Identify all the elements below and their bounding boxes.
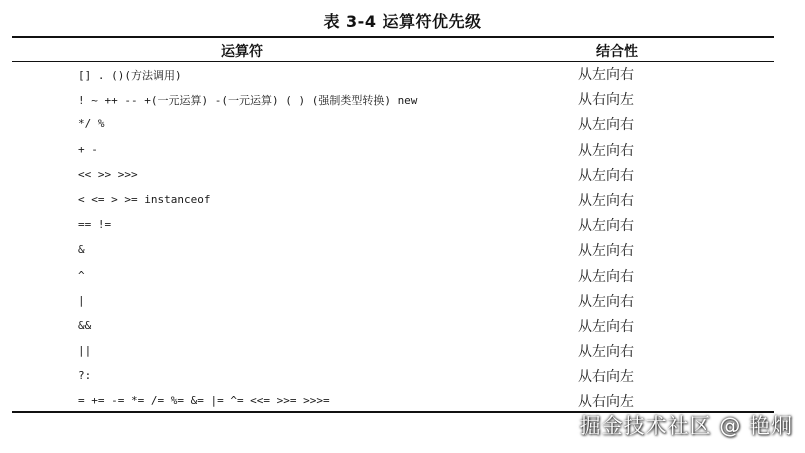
table-row xyxy=(12,364,774,389)
associativity-cell: 从左向右 xyxy=(578,293,634,310)
table-row xyxy=(12,314,774,339)
table-row xyxy=(12,339,774,364)
operator-cell: | xyxy=(78,293,85,307)
operator-cell: << >> >>> xyxy=(78,167,138,181)
associativity-cell: 从左向右 xyxy=(578,167,634,184)
associativity-cell: 从左向右 xyxy=(578,142,634,159)
operator-cell: || xyxy=(78,344,92,358)
table-row xyxy=(12,238,774,263)
watermark: 掘金技术社区 @ 艳炯 xyxy=(579,414,793,438)
operator-cell: ! ~ ++ -- +(一元运算) -(一元运算) ( ) (强制类型转换) new xyxy=(78,94,418,108)
associativity-cell: 从左向右 xyxy=(578,268,634,285)
associativity-cell: 从左向右 xyxy=(578,67,634,83)
operator-cell: */ % xyxy=(78,117,105,131)
operator-cell: [] . ()(方法调用) xyxy=(78,69,182,82)
associativity-cell: 从右向左 xyxy=(578,369,634,386)
table-body xyxy=(12,62,774,415)
associativity-cell: 从左向右 xyxy=(578,117,634,134)
table-row xyxy=(12,264,774,289)
table-header xyxy=(12,38,774,61)
table-row xyxy=(12,62,774,87)
associativity-cell: 从左向右 xyxy=(578,318,634,335)
operator-cell: == != xyxy=(78,218,112,232)
operator-cell: + - xyxy=(78,142,98,156)
operator-cell: ^ xyxy=(78,268,85,282)
table-caption: 表 3-4 运算符优先级 xyxy=(323,12,482,31)
table-row xyxy=(12,138,774,163)
operator-cell: & xyxy=(78,243,85,257)
associativity-cell: 从右向左 xyxy=(578,92,634,109)
table-row xyxy=(12,213,774,238)
associativity-cell: 从右向左 xyxy=(578,394,634,411)
associativity-cell: 从左向右 xyxy=(578,344,634,361)
table-row xyxy=(12,163,774,188)
operator-column-header: 运算符 xyxy=(221,44,263,60)
operator-cell: ?: xyxy=(78,369,92,383)
table-row xyxy=(12,112,774,137)
associativity-cell: 从左向右 xyxy=(578,192,634,209)
table-row xyxy=(12,188,774,213)
associativity-column-header: 结合性 xyxy=(596,44,638,60)
operator-cell: = += -= *= /= %= &= |= ^= <<= >>= >>>= xyxy=(78,394,330,408)
associativity-cell: 从左向右 xyxy=(578,218,634,235)
associativity-cell: 从左向右 xyxy=(578,243,634,260)
table-row xyxy=(12,289,774,314)
operator-cell: && xyxy=(78,318,92,332)
table-row xyxy=(12,87,774,112)
operator-cell: < <= > >= instanceof xyxy=(78,192,211,206)
